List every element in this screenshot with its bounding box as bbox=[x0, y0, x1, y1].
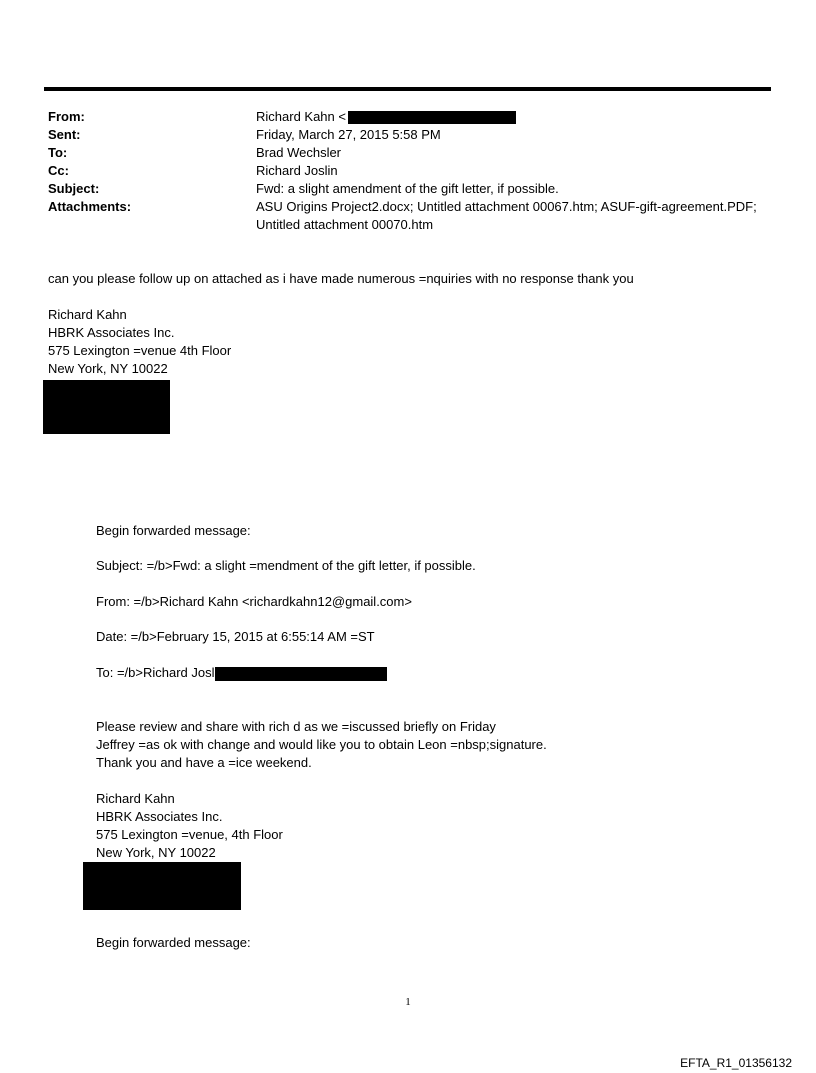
cc-label: Cc: bbox=[48, 163, 69, 178]
forwarded-subject: Subject: =/b>Fwd: a slight =mendment of the gift letter, if possible. bbox=[96, 558, 476, 573]
bates-number: EFTA_R1_01356132 bbox=[680, 1056, 792, 1070]
forwarded-body-line: Jeffrey =as ok with change and would like you to obtain Leon =nbsp;signature. bbox=[96, 737, 547, 752]
forwarded-intro: Begin forwarded message: bbox=[96, 523, 251, 538]
forwarded-signature-line: New York, NY 10022 bbox=[96, 845, 216, 860]
forwarded-signature bbox=[96, 790, 283, 862]
header-rule bbox=[44, 87, 771, 91]
subject-row bbox=[48, 180, 788, 198]
page-number: 1 bbox=[405, 996, 411, 1008]
from-row bbox=[48, 108, 788, 126]
attachments-line-1: ASU Origins Project2.docx; Untitled attachment 00067.htm; ASUF-gift-agreement.PDF; bbox=[256, 199, 757, 214]
forwarded-from: From: =/b>Richard Kahn <richardkahn12@gmail.com> bbox=[96, 594, 412, 609]
signature-line: New York, NY 10022 bbox=[48, 361, 168, 376]
forwarded-to-text: To: =/b>Richard Josl bbox=[96, 665, 215, 680]
cc-row bbox=[48, 162, 788, 180]
cc-value: Richard Joslin bbox=[256, 163, 338, 178]
redaction-block-forwarded-signature bbox=[83, 862, 241, 910]
forwarded-signature-line: Richard Kahn bbox=[96, 791, 175, 806]
message-body: can you please follow up on attached as i have made numerous =nquiries with no response thank you bbox=[48, 271, 634, 286]
signature bbox=[48, 306, 231, 378]
forwarded-signature-line: 575 Lexington =venue, 4th Floor bbox=[96, 827, 283, 842]
sent-row bbox=[48, 126, 788, 144]
from-value bbox=[256, 108, 786, 126]
subject-label: Subject: bbox=[48, 181, 100, 196]
signature-line: 575 Lexington =venue 4th Floor bbox=[48, 343, 232, 358]
forwarded-intro-2: Begin forwarded message: bbox=[96, 935, 251, 950]
email-header bbox=[48, 108, 788, 234]
attachments-row bbox=[48, 198, 788, 234]
forwarded-date: Date: =/b>February 15, 2015 at 6:55:14 AM =ST bbox=[96, 629, 375, 644]
redaction-forwarded-to bbox=[215, 667, 387, 681]
subject-value: Fwd: a slight amendment of the gift letter, if possible. bbox=[256, 181, 559, 196]
forwarded-signature-line: HBRK Associates Inc. bbox=[96, 809, 223, 824]
forwarded-body-line: Thank you and have a =ice weekend. bbox=[96, 755, 312, 770]
redaction-block-signature bbox=[43, 380, 170, 434]
sent-value: Friday, March 27, 2015 5:58 PM bbox=[256, 127, 441, 142]
from-label: From: bbox=[48, 109, 85, 124]
signature-line: Richard Kahn bbox=[48, 307, 127, 322]
from-text: Richard Kahn < bbox=[256, 109, 346, 124]
forwarded-body-line: Please review and share with rich d as we =iscussed briefly on Friday bbox=[96, 719, 496, 734]
to-value: Brad Wechsler bbox=[256, 145, 342, 160]
attachments-label: Attachments: bbox=[48, 199, 132, 214]
sent-label: Sent: bbox=[48, 127, 81, 142]
forwarded-body bbox=[96, 718, 547, 772]
attachments-line-2: Untitled attachment 00070.htm bbox=[256, 217, 434, 232]
forwarded-to bbox=[96, 664, 387, 682]
signature-line: HBRK Associates Inc. bbox=[48, 325, 175, 340]
redaction-from-email bbox=[348, 111, 516, 124]
to-label: To: bbox=[48, 145, 68, 160]
attachments-value bbox=[256, 198, 786, 234]
to-row bbox=[48, 144, 788, 162]
